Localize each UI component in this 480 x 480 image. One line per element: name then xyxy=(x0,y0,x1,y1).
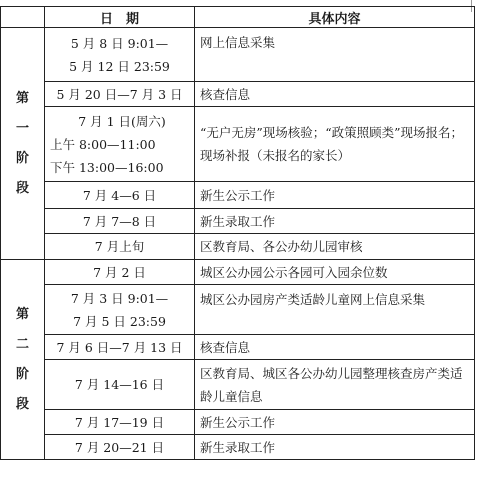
header-content: 具体内容 xyxy=(195,7,475,28)
cell-text-line: 5 月 8 日 9:01— xyxy=(70,35,169,51)
table-row xyxy=(1,260,475,285)
row-date xyxy=(45,285,195,335)
table-row xyxy=(1,28,475,82)
row-content: 新生公示工作 xyxy=(195,182,475,209)
cell-text-line: 段 xyxy=(15,396,29,412)
schedule-table xyxy=(0,6,475,460)
table-row xyxy=(1,82,475,107)
cell-text-line: 第 xyxy=(15,90,29,106)
header-date: 日 期 xyxy=(45,7,195,28)
cell-text-line: 7 月 4—6 日 xyxy=(82,187,157,203)
row-date xyxy=(45,360,195,410)
header-stage xyxy=(1,7,45,28)
cell-text-line: 7 月 2 日 xyxy=(93,264,146,280)
row-date xyxy=(45,28,195,82)
row-content: 新生录取工作 xyxy=(195,435,475,460)
stage-two-label xyxy=(1,260,45,460)
cell-text-line: 一 xyxy=(15,120,29,136)
row-date xyxy=(45,260,195,285)
row-date xyxy=(45,209,195,234)
cell-text-line: 7 月 20—21 日 xyxy=(74,439,165,455)
cell-text-line: 5 月 20 日—7 月 3 日 xyxy=(56,86,183,102)
cell-text-line: 5 月 12 日 23:59 xyxy=(69,58,170,74)
row-date xyxy=(45,82,195,107)
row-content: 区教育局、城区各公办幼儿园整理核查房产类适龄儿童信息 xyxy=(195,360,475,410)
table-row xyxy=(1,234,475,260)
table-row xyxy=(1,107,475,182)
cell-text-line: 7 月 7—8 日 xyxy=(82,213,157,229)
row-content: 核查信息 xyxy=(195,335,475,360)
row-date xyxy=(45,234,195,260)
cell-text-line: 7 月 6 日—7 月 13 日 xyxy=(56,339,183,355)
row-content: 城区公办园房产类适龄儿童网上信息采集 xyxy=(195,285,475,335)
table-row xyxy=(1,360,475,410)
cell-text-line: 下午 13:00—16:00 xyxy=(50,159,164,175)
table-row xyxy=(1,335,475,360)
stage-one-label xyxy=(1,28,45,260)
row-content: “无户无房”现场核验；“政策照顾类”现场报名；现场补报（未报名的家长） xyxy=(195,107,475,182)
row-date xyxy=(45,435,195,460)
row-content: 新生公示工作 xyxy=(195,410,475,435)
table-row xyxy=(1,435,475,460)
table-row xyxy=(1,285,475,335)
row-date xyxy=(45,335,195,360)
cell-text-line: 二 xyxy=(15,336,29,352)
cell-text-line: 7 月 14—16 日 xyxy=(74,377,165,392)
cell-text-line: 第 xyxy=(15,306,29,322)
row-date xyxy=(45,107,195,182)
cell-text-line: 7 月 3 日 9:01— xyxy=(70,290,169,306)
row-content: 区教育局、各公办幼儿园审核 xyxy=(195,234,475,260)
cell-text-line: 7 月 1 日(周六) xyxy=(78,113,166,129)
cell-text-line: 阶 xyxy=(15,366,29,382)
row-date xyxy=(45,182,195,209)
row-date xyxy=(45,410,195,435)
cell-text-line: 7 月 5 日 23:59 xyxy=(73,313,166,329)
table-row xyxy=(1,182,475,209)
cell-text-line: 7 月上旬 xyxy=(94,239,145,254)
row-content: 核查信息 xyxy=(195,82,475,107)
cell-text-line: 阶 xyxy=(15,150,29,166)
table-row xyxy=(1,410,475,435)
cell-text-line: 7 月 17—19 日 xyxy=(74,414,165,430)
row-content: 新生录取工作 xyxy=(195,209,475,234)
cell-text-line: 段 xyxy=(15,180,29,196)
cell-text-line: 上午 8:00—11:00 xyxy=(50,136,156,152)
table-row xyxy=(1,209,475,234)
schedule-table-container xyxy=(0,6,474,460)
row-content: 网上信息采集 xyxy=(195,28,475,82)
table-header-row xyxy=(1,7,475,28)
row-content: 城区公办园公示各园可入园余位数 xyxy=(195,260,475,285)
